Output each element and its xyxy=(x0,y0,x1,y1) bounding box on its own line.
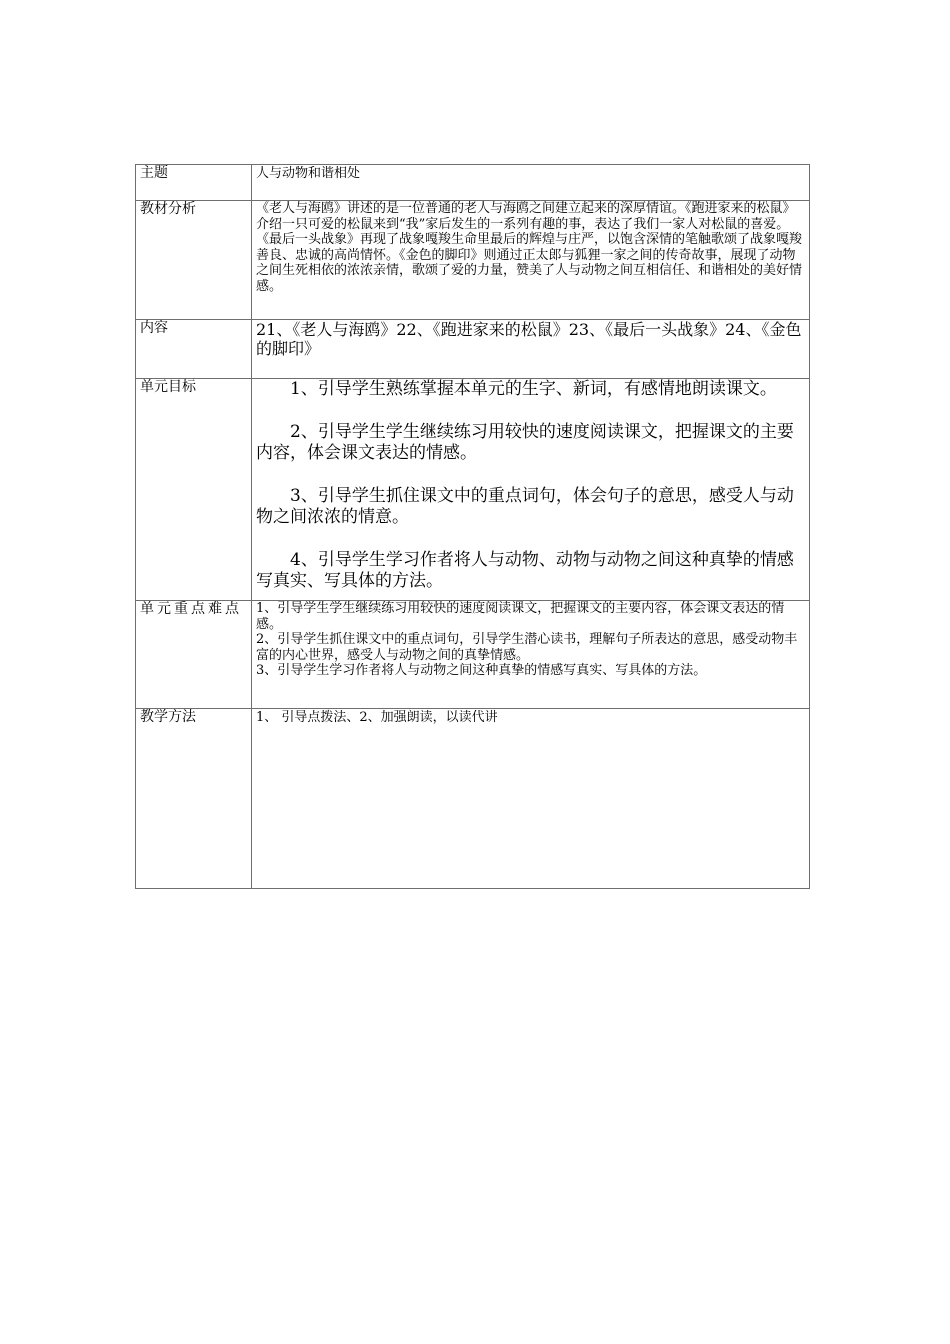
difficulty-item-3: 3、引导学生学习作者将人与动物之间这种真挚的情感写真实、写具体的方法。 xyxy=(256,663,707,678)
content-label: 内容 xyxy=(136,320,252,379)
table-row-theme xyxy=(136,165,810,201)
goal-item-2: 2、引导学生学生继续练习用较快的速度阅读课文，把握课文的主要内容，体会课文表达的情感。 xyxy=(256,422,794,463)
method-label: 教学方法 xyxy=(136,709,252,889)
difficulty-item-1: 1、引导学生学生继续练习用较快的速度阅读课文，把握课文的主要内容，体会课文表达的情感。 xyxy=(256,601,785,632)
theme-label: 主题 xyxy=(136,165,252,201)
content-text: 21、《老人与海鸥》22、《跑进家来的松鼠》23、《最后一头战象》24、《金色的脚印》 xyxy=(252,320,810,379)
goals-label: 单元目标 xyxy=(136,379,252,601)
analysis-text: 《老人与海鸥》讲述的是一位普通的老人与海鸥之间建立起来的深厚情谊。《跑进家来的松鼠》介绍一只可爱的松鼠来到“我”家后发生的一系列有趣的事，表达了我们一家人对松鼠的喜爱。《最后一头战象》再现了战象嘎羧生命里最后的辉煌与庄严，以饱含深情的笔触歌颂了战象嘎羧善良、忠诚的高尚情怀。《金色的脚印》则通过正太郎与狐狸一家之间的传奇故事，展现了动物之间生死相依的浓浓亲情，歌颂了爱的力量，赞美了人与动物之间互相信任、和谐相处的美好情感。 xyxy=(252,201,810,320)
goal-item-4: 4、引导学生学习作者将人与动物、动物与动物之间这种真挚的情感写真实、写具体的方法。 xyxy=(256,550,794,591)
lesson-plan-table xyxy=(135,164,810,889)
goals-cell xyxy=(252,379,810,601)
goal-item-1: 1、引导学生熟练掌握本单元的生字、新词，有感情地朗读课文。 xyxy=(290,379,777,399)
analysis-label: 教材分析 xyxy=(136,201,252,320)
table-row-difficulties xyxy=(136,601,810,709)
difficulties-label: 单元重点难点 xyxy=(136,601,252,709)
difficulties-cell xyxy=(252,601,810,709)
theme-value: 人与动物和谐相处 xyxy=(252,165,810,201)
table-row-analysis xyxy=(136,201,810,320)
difficulty-item-2: 2、引导学生抓住课文中的重点词句，引导学生潜心读书，理解句子所表达的意思，感受动物丰富的内心世界，感受人与动物之间的真挚情感。 xyxy=(256,632,798,663)
table-row-content xyxy=(136,320,810,379)
table-row-method xyxy=(136,709,810,889)
goal-item-3: 3、引导学生抓住课文中的重点词句，体会句子的意思，感受人与动物之间浓浓的情意。 xyxy=(256,486,794,527)
method-text: 1、 引导点拨法、2、加强朗读，以读代讲 xyxy=(252,709,810,889)
table-row-goals xyxy=(136,379,810,601)
